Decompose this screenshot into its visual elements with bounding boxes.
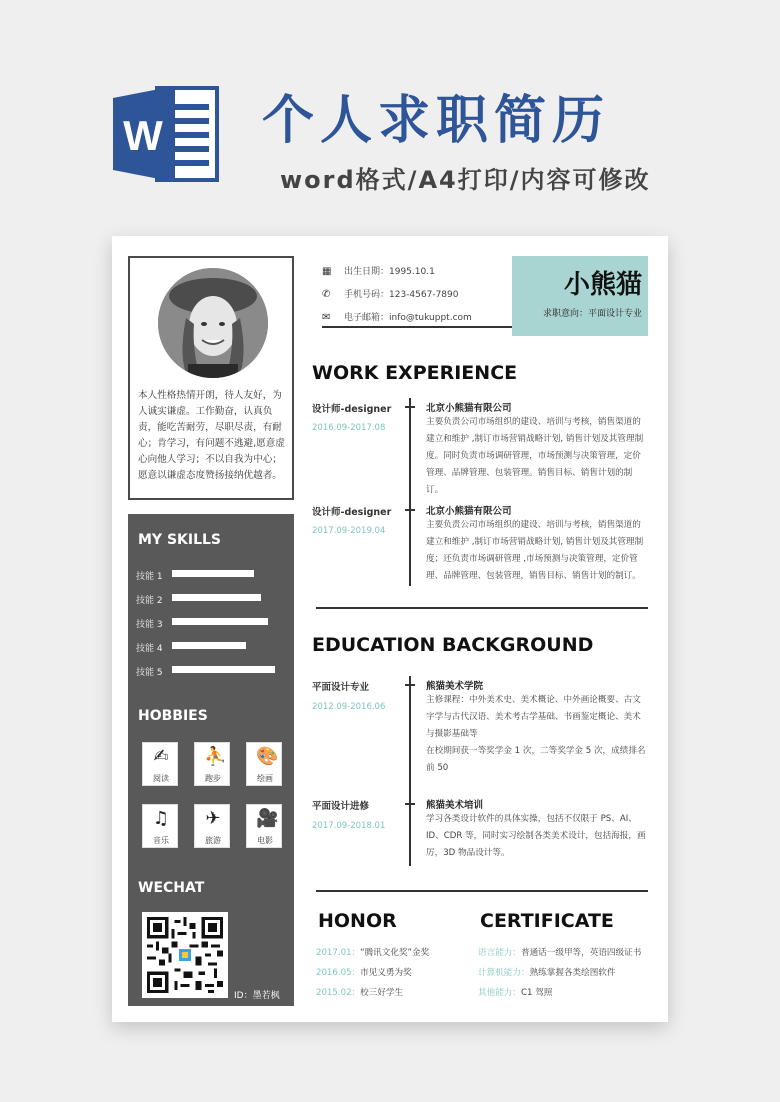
- skill-label: 技能 4: [136, 644, 163, 654]
- birth-date: [322, 264, 435, 277]
- certificate-item: [478, 986, 552, 998]
- timeline-marker: [405, 406, 415, 408]
- camera-icon: 🎥: [256, 808, 279, 829]
- word-logo-letter: W: [123, 112, 163, 159]
- education-school: 熊猫美术培训: [426, 800, 484, 811]
- work-company: 北京小熊猫有限公司: [426, 506, 512, 517]
- skill-label: 技能 3: [136, 620, 163, 630]
- mail-icon: ✉: [322, 312, 331, 323]
- word-logo-icon: [113, 80, 221, 188]
- hobby-label: 音乐: [153, 836, 169, 845]
- certificate-item: [478, 946, 641, 958]
- phone-icon: ✆: [322, 289, 331, 300]
- honor-item: [316, 946, 429, 958]
- hobby-label: 电影: [257, 836, 273, 845]
- education-date: 2017.09-2018.01: [312, 821, 386, 831]
- education-school: 熊猫美术学院: [426, 681, 484, 692]
- job-intent: 求职意向：平面设计专业: [542, 309, 642, 319]
- work-description: 主要负责公司市场组织的建设、培训与考核，销售渠道的建立和维护 ,制订市场营销战略计划, 销售计划及其管理制度。同时负责市场调研管理，市场预测与决策管理，定价管理、品牌管理、包装管理。销售目标、销售计划的制订。: [426, 417, 644, 495]
- skill-bar: [172, 618, 268, 625]
- work-date: 2017.09-2019.04: [312, 526, 386, 536]
- music-icon: ♫: [152, 808, 170, 829]
- education-major: 平面设计进修: [312, 801, 370, 812]
- certificate-item: [478, 966, 616, 978]
- work-role: 设计师-designer: [312, 507, 392, 518]
- hobby-label: 旅游: [205, 836, 221, 845]
- hobby-label: 阅读: [153, 774, 169, 783]
- email-text: 电子邮箱：info@tukuppt.com: [344, 313, 472, 323]
- reading-icon: ✍: [153, 746, 169, 767]
- skill-bar: [172, 642, 246, 649]
- hobby-running: [194, 742, 230, 786]
- skill-bar: [172, 666, 275, 673]
- section-divider: [316, 607, 648, 609]
- skill-bar: [172, 594, 261, 601]
- resume-page: [112, 236, 668, 1022]
- avatar: [158, 268, 268, 378]
- phone-text: 手机号码：123-4567-7890: [344, 290, 459, 300]
- honor-text: 校三好学生: [360, 988, 404, 998]
- education-timeline: [409, 676, 411, 866]
- palette-icon: 🎨: [256, 746, 279, 767]
- candidate-name: 小熊猫: [563, 270, 642, 300]
- work-date: 2016.09-2017.08: [312, 423, 386, 433]
- hobby-painting: [246, 742, 282, 786]
- timeline-marker: [405, 803, 415, 805]
- honor-item: [316, 966, 412, 978]
- certificate-category: 其他能力：: [478, 988, 521, 998]
- birth-date-text: 出生日期：1995.10.1: [344, 267, 435, 277]
- hobby-label: 绘画: [257, 774, 273, 783]
- honor-date: 2015.02：: [316, 988, 361, 998]
- education-description: 学习各类设计软件的具体实操，包括不仅限于 PS、AI、ID、CDR 等，同时实习绘制各类美术设计，包括海报，画厉，3D 物品设计等。: [426, 814, 646, 858]
- skill-label: 技能 5: [136, 668, 163, 678]
- work-timeline: [409, 398, 411, 586]
- timeline-marker: [405, 684, 415, 686]
- education-major: 平面设计专业: [312, 682, 370, 693]
- hobbies-title: HOBBIES: [138, 708, 208, 724]
- left-dark-panel: [128, 514, 294, 1006]
- honor-date: 2016.05：: [316, 968, 361, 978]
- honor-text: “腾讯文化奖”金奖: [360, 948, 430, 958]
- work-experience-title: WORK EXPERIENCE: [312, 362, 518, 384]
- hobby-label: 跑步: [205, 774, 221, 783]
- certificate-text: C1 驾照: [520, 988, 553, 998]
- honor-title: HONOR: [318, 910, 397, 932]
- timeline-marker: [405, 509, 415, 511]
- education-title: EDUCATION BACKGROUND: [312, 634, 594, 656]
- name-box: [512, 256, 648, 336]
- education-description: 主修课程：中外美术史、美术概论、中外画论概要、古文字学与古代汉语、美术考古学基础、书画鉴定概论、美术与摄影基础等 在校期间获一等奖学金 1 次，二等奖学金 5 次，成绩排名前 50: [426, 695, 646, 773]
- banner-subtitle: word格式/A4打印/内容可修改: [280, 166, 651, 194]
- certificate-text: 普通话一级甲等，英语四级证书: [520, 948, 642, 958]
- section-divider: [316, 890, 648, 892]
- skill-label: 技能 2: [136, 596, 163, 606]
- hobby-reading: [142, 742, 178, 786]
- work-company: 北京小熊猫有限公司: [426, 403, 512, 414]
- certificate-text: 熟练掌握各类绘图软件: [529, 968, 616, 978]
- profile-box: [128, 256, 294, 500]
- self-introduction: 本人性格热情开朗，待人友好，为人诚实谦虚。工作勤奋，认真负责，能吃苦耐劳，尽职尽责，有耐心；肯学习，有问题不逃避,愿意虚心向他人学习；不以自我为中心；愿意以谦虚态度赞扬接纳优越者。: [138, 390, 285, 481]
- email: [322, 310, 472, 323]
- hobby-music: [142, 804, 178, 848]
- skills-title: MY SKILLS: [138, 532, 222, 548]
- wechat-qr-code: [142, 912, 228, 998]
- airplane-icon: ✈: [205, 808, 221, 829]
- work-role: 设计师-designer: [312, 404, 392, 415]
- skill-bar: [172, 570, 254, 577]
- wechat-title: WECHAT: [138, 880, 205, 896]
- honor-text: 市见义勇为奖: [360, 968, 412, 978]
- phone-number: [322, 287, 458, 300]
- education-date: 2012.09-2016.06: [312, 702, 386, 712]
- work-description: 主要负责公司市场组织的建设、培训与考核，销售渠道的建立和维护 ,制订市场营销战略计划, 销售计划及其管理制度；还负责市场调研管理 ,市场预测与决策管理，定价管理、品牌管理、包装管理，销售目标、销售计划的制订。: [426, 520, 644, 581]
- banner-title: 个人求职简历: [262, 91, 611, 151]
- honor-date: 2017.01：: [316, 948, 361, 958]
- calendar-icon: ▦: [322, 266, 332, 277]
- honor-item: [316, 986, 403, 998]
- certificate-category: 语言能力：: [478, 948, 521, 958]
- certificate-title: CERTIFICATE: [480, 910, 614, 932]
- hobby-movie: [246, 804, 282, 848]
- wechat-id: ID：墨若枫: [234, 991, 280, 1001]
- running-icon: ⛹: [204, 746, 227, 767]
- hobby-travel: [194, 804, 230, 848]
- certificate-category: 计算机能力：: [478, 968, 530, 978]
- skill-label: 技能 1: [136, 572, 163, 582]
